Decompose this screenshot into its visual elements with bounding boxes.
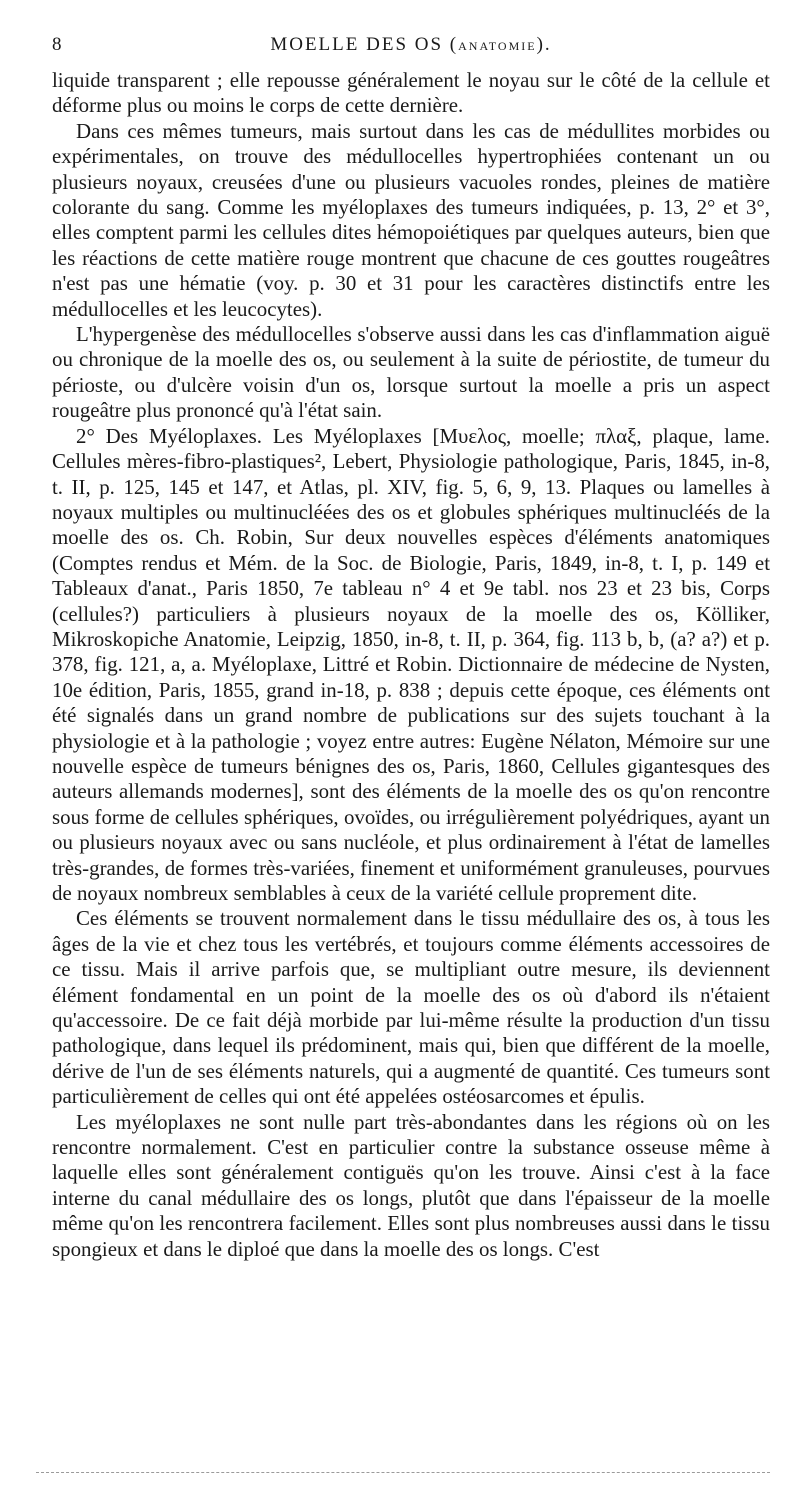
paragraph: L'hypergenèse des médullocelles s'observe aussi dans les cas d'inflammation aiguë ou chronique de la moelle des os, ou seulement à la suite de périostite, de tumeur du périoste, ou d'ulcère voisin d'un os, lorsque surtout la moelle a pris un aspect rougeâtre plus prononcé qu'à l'état sain.: [52, 322, 770, 423]
page-number: 8: [52, 34, 62, 55]
paragraph: Dans ces mêmes tumeurs, mais surtout dans les cas de médullites morbides ou expérimentales, on trouve des médullocelles hypertrophiées contenant un ou plusieurs noyaux, creusées d'une ou plusieurs vacuoles rondes, pleines de matière colorante du sang. Comme les myéloplaxes des tumeurs indiquées, p. 13, 2° et 3°, elles comptent parmi les cellules dites hémopoiétiques par quelques auteurs, bien que les réactions de cette matière rouge montrent que chacune de ces gouttes rougeâtres n'est pas une hématie (voy. p. 30 et 31 pour les caractères distinctifs entre les médullocelles et les leucocytes).: [52, 118, 770, 321]
page: [52, 28, 770, 1262]
paragraph: Les myéloplaxes ne sont nulle part très-abondantes dans les régions où on les rencontre normalement. C'est en particulier contre la substance osseuse même à laquelle elles sont généralement contiguës qu'on les trouve. Ainsi c'est à la face interne du canal médullaire des os longs, plutôt que dans l'épaisseur de la moelle même qu'on les rencontrera facilement. Elles sont plus nombreuses aussi dans le tissu spongieux et dans le diploé que dans la moelle des os longs. C'est: [52, 1109, 770, 1261]
running-title-small: ANATOMIE: [458, 39, 537, 53]
paragraph: liquide transparent ; elle repousse généralement le noyau sur le côté de la cellule et déforme plus ou moins le corps de cette dernière.: [52, 68, 770, 118]
paragraph: 2° Des Myéloplaxes. Les Myéloplaxes [Μυελος, moelle; πλαξ, plaque, lame. Cellules mères-fibro-plastiques², Lebert, Physiologie pathologique, Paris, 1845, in-8, t. II, p. 125, 145 et 147, et Atlas, pl. XIV, fig. 5, 6, 9, 13. Plaques ou lamelles à noyaux multiples ou multinucléées des os et globules sphériques multinucléés de la moelle des os. Ch. Robin, Sur deux nouvelles espèces d'éléments anatomiques (Comptes rendus et Mém. de la Soc. de Biologie, Paris, 1849, in-8, t. I, p. 149 et Tableaux d'anat., Paris 1850, 7e tableau n° 4 et 9e tabl. nos 23 et 23 bis, Corps (cellules?) particuliers à plusieurs noyaux de la moelle des os, Kölliker, Mikroskopiche Anatomie, Leipzig, 1850, in-8, t. II, p. 364, fig. 113 b, b, (a? a?) et p. 378, fig. 121, a, a. Myéloplaxe, Littré et Robin. Dictionnaire de médecine de Nysten, 10e édition, Paris, 1855, grand in-18, p. 838 ; depuis cette époque, ces éléments ont été signalés dans un grand nombre de publications sur des sujets touchant à la physiologie et à la pathologie ; voyez entre autres: Eugène Nélaton, Mémoire sur une nouvelle espèce de tumeurs bénignes des os, Paris, 1860, Cellules gigantesques des auteurs allemands modernes], sont des éléments de la moelle des os qu'on rencontre sous forme de cellules sphériques, ovoïdes, ou irrégulièrement polyédriques, ayant un ou plusieurs noyaux avec ou sans nucléole, et plus ordinairement à l'état de lamelles très-grandes, de formes très-variées, finement et uniformément granuleuses, pourvues de noyaux nombreux semblables à ceux de la variété cellule proprement dite.: [52, 423, 770, 905]
running-title-close: ).: [536, 34, 552, 55]
body-text: [52, 68, 770, 1262]
footer-divider: [36, 1472, 770, 1473]
running-header: [52, 28, 770, 58]
running-title-main: MOELLE DES OS (: [270, 34, 459, 55]
paragraph: Ces éléments se trouvent normalement dans le tissu médullaire des os, à tous les âges de la vie et chez tous les vertébrés, et toujours comme éléments accessoires de ce tissu. Mais il arrive parfois que, se multipliant outre mesure, ils deviennent élément fondamental en un point de la moelle des os où d'abord ils n'étaient qu'accessoire. De ce fait déjà morbide par lui-même résulte la production d'un tissu pathologique, dans lequel ils prédominent, mais qui, bien que différent de la moelle, dérive de l'un de ses éléments naturels, qui a augmenté de quantité. Ces tumeurs sont particulièrement de celles qui ont été appelées ostéosarcomes et épulis.: [52, 906, 770, 1109]
running-title: [52, 34, 770, 56]
